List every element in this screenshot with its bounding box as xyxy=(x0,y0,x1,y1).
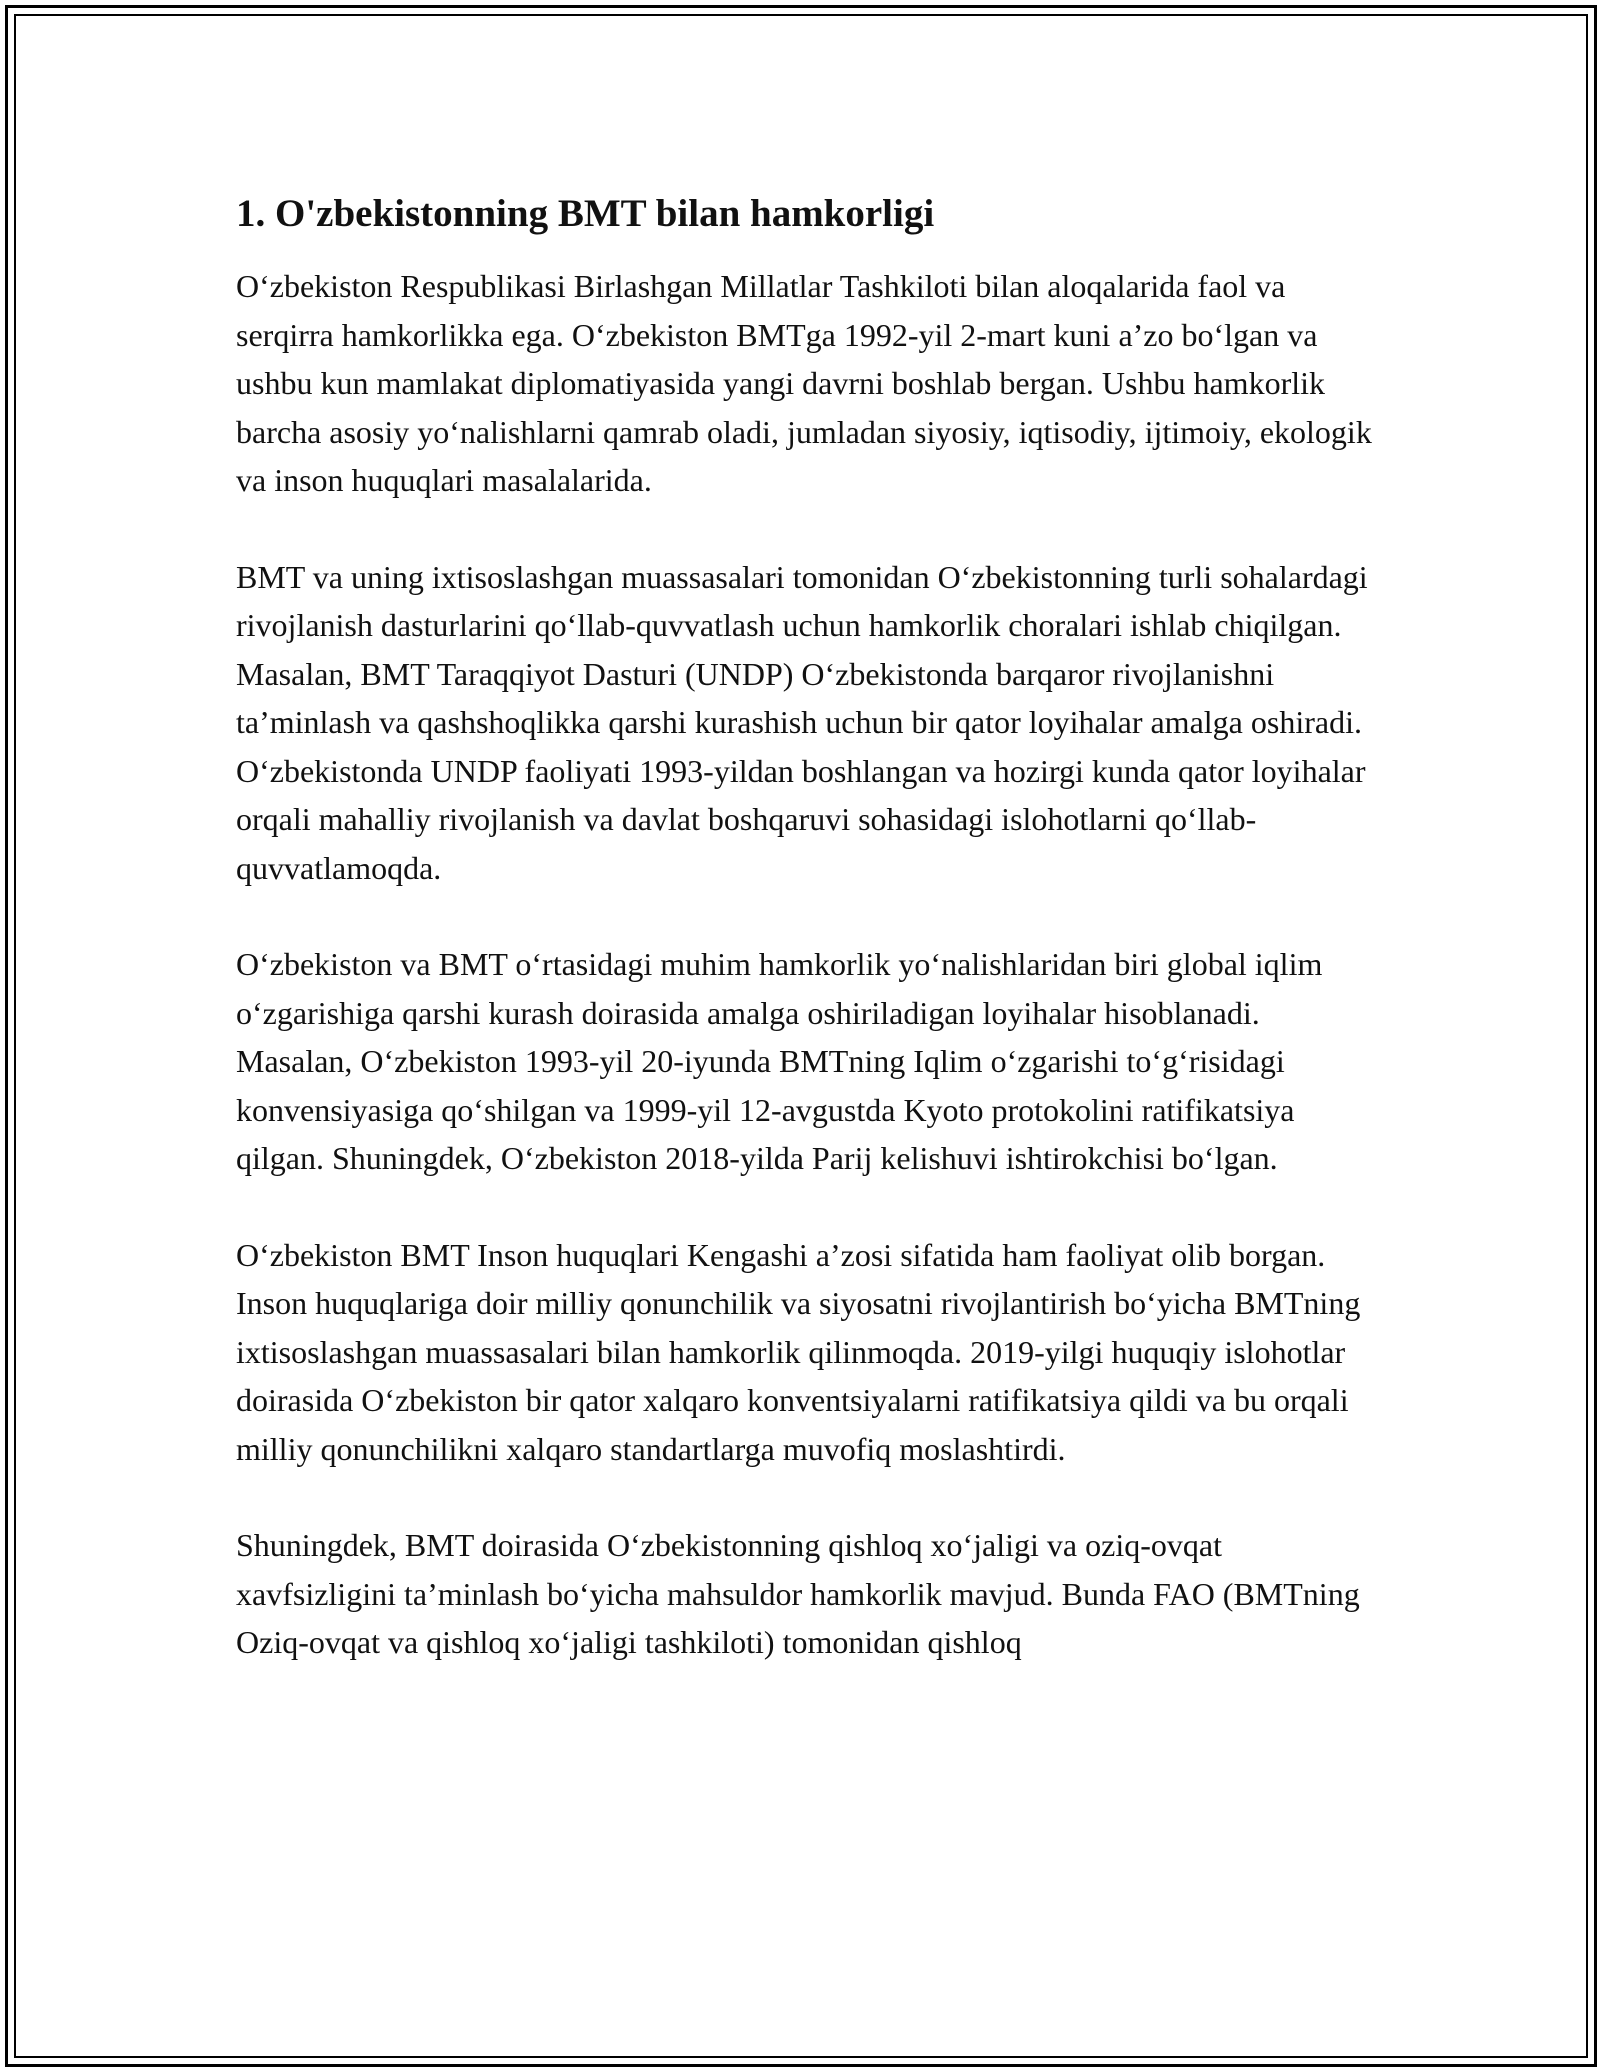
paragraph-4: O‘zbekiston BMT Inson huquqlari Kengashi a’zosi sifatida ham faoliyat olib borgan. Inson huquqlariga doir milliy qonunchilik va siyosatni rivojlantirish bo‘yicha BMTning ixtisoslashgan muassasalari bilan hamkorlik qilinmoqda. 2019-yilgi huquqiy islohotlar doirasida O‘zbekiston bir qator xalqaro konventsiyalarni ratifikatsiya qildi va bu orqali milliy qonunchilikni xalqaro standartlarga muvofiq moslashtirdi. xyxy=(236,1236,1361,1467)
paragraph-2: BMT va uning ixtisoslashgan muassasalari tomonidan O‘zbekistonning turli sohalardagi rivojlanish dasturlarini qo‘llab-quvvatlash uchun hamkorlik choralari ishlab chiqilgan. Masalan, BMT Taraqqiyot Dasturi (UNDP) O‘zbekistonda barqaror rivojlanishni ta’minlash va qashshoqlikka qarshi kurashish uchun bir qator loyihalar amalga oshiradi. O‘zbekistonda UNDP faoliyati 1993-yildan boshlangan va hozirgi kunda qator loyihalar orqali mahalliy rivojlanish va davlat boshqaruvi sohasidagi islohotlarni qo‘llab-quvvatlamoqda. xyxy=(236,558,1368,886)
section-title: 1. O'zbekistonning BMT bilan hamkorligi xyxy=(236,192,935,235)
paragraph-3: O‘zbekiston va BMT o‘rtasidagi muhim hamkorlik yo‘nalishlaridan biri global iqlim o‘zgarishiga qarshi kurash doirasida amalga oshiriladigan loyihalar hisoblanadi. Masalan, O‘zbekiston 1993-yil 20-iyunda BMTning Iqlim o‘zgarishi to‘g‘risidagi konvensiyasiga qo‘shilgan va 1999-yil 12-avgustda Kyoto protokolini ratifikatsiya qilgan. Shuningdek, O‘zbekiston 2018-yilda Parij kelishuvi ishtirokchisi bo‘lgan. xyxy=(236,946,1323,1176)
paragraph-5: Shuningdek, BMT doirasida O‘zbekistonning qishloq xo‘jaligi va oziq-ovqat xavfsizligini ta’minlash bo‘yicha mahsuldor hamkorlik mavjud. Bunda FAO (BMTning Oziq-ovqat va qishloq xo‘jaligi tashkiloti) tomonidan qishloq xyxy=(236,1527,1360,1660)
document-body xyxy=(236,188,1376,1715)
paragraph-1: O‘zbekiston Respublikasi Birlashgan Millatlar Tashkiloti bilan aloqalarida faol va serqirra hamkorlikka ega. O‘zbekiston BMTga 1992-yil 2-mart kuni a’zo bo‘lgan va ushbu kun mamlakat diplomatiyasida yangi davrni boshlab bergan. Ushbu hamkorlik barcha asosiy yo‘nalishlarni qamrab oladi, jumladan siyosiy, iqtisodiy, ijtimoiy, ekologik va inson huquqlari masalalarida. xyxy=(236,268,1372,498)
